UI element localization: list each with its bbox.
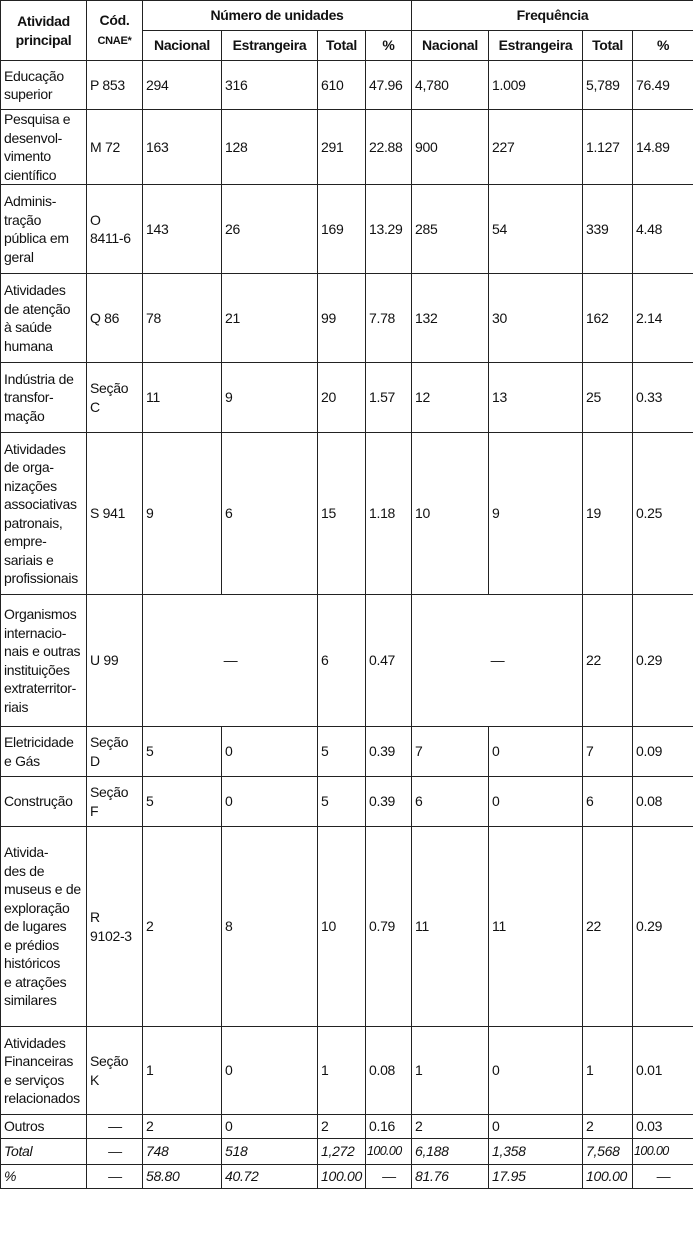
freq-total-cell: 339 — [583, 185, 633, 274]
subheader: Nacional — [412, 31, 489, 61]
freq-pct-cell: 0.29 — [633, 827, 693, 1027]
summary-cell: 100.00 — [633, 1139, 693, 1165]
units-foreign-cell: 128 — [222, 110, 318, 185]
activity-line: de atenção — [4, 300, 71, 317]
activity-line: Atividades — [4, 282, 66, 298]
cnae-code-cell — [87, 727, 143, 777]
units-foreign-cell: 6 — [222, 433, 318, 595]
cnae-code-line: K — [90, 1071, 100, 1088]
units-pct-cell: 1.18 — [366, 433, 412, 595]
header-activity-line: Atividad — [17, 13, 70, 29]
units-total-cell: 169 — [318, 185, 366, 274]
summary-label: % — [1, 1165, 87, 1189]
cnae-code-line: Seção — [90, 784, 129, 800]
summary-cell: 6,188 — [412, 1139, 489, 1165]
activity-line: nais e outras — [4, 643, 81, 659]
freq-foreign-cell: 0 — [489, 727, 583, 777]
freq-foreign-cell: 30 — [489, 274, 583, 363]
activity-line: Financeiras — [4, 1053, 74, 1069]
activity-line: Indústria de — [4, 370, 74, 387]
table-row — [1, 110, 693, 185]
cnae-code-cell — [87, 110, 143, 185]
freq-foreign-cell: 11 — [489, 827, 583, 1027]
freq-national-cell: 11 — [412, 827, 489, 1027]
freq-pct-cell: 2.14 — [633, 274, 693, 363]
activity-line: Outros — [4, 1118, 45, 1135]
cnae-code-cell — [87, 1027, 143, 1115]
activity-cell — [1, 827, 87, 1027]
activity-line: de lugares — [4, 918, 67, 935]
activity-line: pública em — [4, 230, 69, 246]
freq-pct-cell: 0.33 — [633, 363, 693, 433]
units-pct-cell: 1.57 — [366, 363, 412, 433]
activity-line: profissionais — [4, 570, 78, 586]
freq-pct-cell: 0.25 — [633, 433, 693, 595]
freq-pct-cell: 14.89 — [633, 110, 693, 185]
units-foreign-cell: 26 — [222, 185, 318, 274]
units-pct-cell: 0.39 — [366, 727, 412, 777]
activity-line: e Gás — [4, 752, 40, 769]
activity-line: mação — [4, 407, 45, 424]
units-national-cell: 294 — [143, 61, 222, 110]
summary-cell: 58.80 — [143, 1165, 222, 1189]
freq-total-cell: 22 — [583, 827, 633, 1027]
freq-foreign-cell: 54 — [489, 185, 583, 274]
summary-cell: 100.00 — [318, 1165, 366, 1189]
activity-line: internacio- — [4, 624, 67, 641]
header-group-frequency: Frequência — [412, 1, 693, 31]
subheader: Estrangeira — [489, 31, 583, 61]
activity-line: geral — [4, 248, 34, 265]
freq-foreign-cell: 1.009 — [489, 61, 583, 110]
activity-cell — [1, 433, 87, 595]
units-pct-cell: 0.16 — [366, 1115, 412, 1139]
activity-cell — [1, 1027, 87, 1115]
units-total-cell: 10 — [318, 827, 366, 1027]
freq-national-cell: 1 — [412, 1027, 489, 1115]
cnae-code-cell — [87, 1115, 143, 1139]
freq-national-cell: 900 — [412, 110, 489, 185]
activity-line: e atrações — [4, 973, 67, 990]
freq-total-cell: 25 — [583, 363, 633, 433]
freq-total-cell: 5,789 — [583, 61, 633, 110]
units-pct-cell: 0.79 — [366, 827, 412, 1027]
units-total-cell: 15 — [318, 433, 366, 595]
cnae-code-line: C — [90, 398, 100, 415]
cnae-code-cell — [87, 274, 143, 363]
freq-national-cell: 6 — [412, 777, 489, 827]
activity-cell — [1, 777, 87, 827]
units-pct-cell: 7.78 — [366, 274, 412, 363]
freq-total-cell: 22 — [583, 595, 633, 727]
units-foreign-cell: 0 — [222, 727, 318, 777]
freq-pct-cell: 0.01 — [633, 1027, 693, 1115]
freq-total-cell: 6 — [583, 777, 633, 827]
activity-line: museus e de — [4, 881, 81, 898]
subheader: Estrangeira — [222, 31, 318, 61]
summary-cell: 100.00 — [366, 1139, 412, 1165]
units-pct-cell: 13.29 — [366, 185, 412, 274]
freq-national-cell: 12 — [412, 363, 489, 433]
units-foreign-cell: 0 — [222, 777, 318, 827]
freq-foreign-cell: 0 — [489, 777, 583, 827]
units-total-cell: 6 — [318, 595, 366, 727]
subheader: % — [633, 31, 693, 61]
activity-cell — [1, 185, 87, 274]
freq-pct-cell: 0.03 — [633, 1115, 693, 1139]
cnae-code-cell — [87, 61, 143, 110]
activity-line: transfor- — [4, 389, 54, 406]
activity-line: históricos — [4, 955, 61, 972]
activity-line: Atividades — [4, 440, 66, 457]
units-pct-cell: 0.47 — [366, 595, 412, 727]
activity-line: patronais, — [4, 514, 63, 531]
table-row — [1, 433, 693, 595]
total-row — [1, 1139, 693, 1165]
summary-cell: 1,272 — [318, 1139, 366, 1165]
units-national-cell: 9 — [143, 433, 222, 595]
activity-line: vimento — [4, 148, 51, 164]
activity-line: Atividades — [4, 1034, 66, 1051]
cnae-code-line: Seção — [90, 734, 129, 750]
summary-cell: 17.95 — [489, 1165, 583, 1189]
freq-total-cell: 7 — [583, 727, 633, 777]
units-total-cell: 1 — [318, 1027, 366, 1115]
header-group-units: Número de unidades — [143, 1, 412, 31]
cnae-code-cell — [87, 595, 143, 727]
cnae-code-line: Seção — [90, 1053, 129, 1069]
summary-cell: 81.76 — [412, 1165, 489, 1189]
merged-dash-cell: — — [412, 595, 583, 727]
subheader: % — [366, 31, 412, 61]
activity-line: Organismos — [4, 606, 77, 622]
cnae-code-line: F — [90, 802, 99, 819]
units-foreign-cell: 9 — [222, 363, 318, 433]
table-row — [1, 274, 693, 363]
freq-national-cell: 7 — [412, 727, 489, 777]
units-total-cell: 610 — [318, 61, 366, 110]
activity-line: superior — [4, 86, 53, 102]
summary-cell: 748 — [143, 1139, 222, 1165]
freq-foreign-cell: 0 — [489, 1027, 583, 1115]
units-total-cell: 99 — [318, 274, 366, 363]
freq-national-cell: 4,780 — [412, 61, 489, 110]
cnae-code-cell — [87, 363, 143, 433]
freq-pct-cell: 0.08 — [633, 777, 693, 827]
activity-cell — [1, 110, 87, 185]
activity-line: Ativida- — [4, 844, 49, 861]
units-national-cell: 78 — [143, 274, 222, 363]
summary-cell: 7,568 — [583, 1139, 633, 1165]
units-national-cell: 163 — [143, 110, 222, 185]
units-national-cell: 5 — [143, 777, 222, 827]
activity-line: Educação — [4, 67, 64, 84]
activity-line: de orga- — [4, 459, 54, 475]
activity-line: exploração — [4, 899, 70, 916]
freq-foreign-cell: 9 — [489, 433, 583, 595]
subheader: Total — [583, 31, 633, 61]
units-national-cell: 143 — [143, 185, 222, 274]
freq-pct-cell: 0.09 — [633, 727, 693, 777]
subheader: Nacional — [143, 31, 222, 61]
units-national-cell: 1 — [143, 1027, 222, 1115]
freq-total-cell: 1 — [583, 1027, 633, 1115]
activity-line: Eletricidade — [4, 734, 74, 750]
table-row — [1, 1115, 693, 1139]
header-activity — [1, 1, 87, 61]
units-total-cell: 5 — [318, 777, 366, 827]
activity-cell — [1, 595, 87, 727]
header-code-sub: CNAE* — [97, 34, 132, 47]
activity-cell — [1, 61, 87, 110]
freq-pct-cell: 76.49 — [633, 61, 693, 110]
summary-cell: — — [366, 1165, 412, 1189]
activity-line: similares — [4, 992, 57, 1009]
activity-line: tração — [4, 211, 42, 228]
cnae-code-line: Seção — [90, 380, 129, 396]
freq-national-cell: 10 — [412, 433, 489, 595]
units-pct-cell: 22.88 — [366, 110, 412, 185]
activity-line: nizações — [4, 477, 57, 494]
activity-line: científico — [4, 166, 57, 183]
cnae-code-line: P 853 — [90, 76, 125, 93]
units-foreign-cell: 316 — [222, 61, 318, 110]
summary-cell: 100.00 — [583, 1165, 633, 1189]
cnae-code-cell — [87, 185, 143, 274]
cnae-code-cell — [87, 433, 143, 595]
freq-national-cell: 132 — [412, 274, 489, 363]
cnae-code-line: R — [90, 909, 100, 925]
activity-line: empre- — [4, 533, 47, 549]
summary-cell: 40.72 — [222, 1165, 318, 1189]
units-foreign-cell: 21 — [222, 274, 318, 363]
activity-line: à saúde — [4, 319, 52, 335]
activity-line: humana — [4, 337, 53, 354]
activity-cell — [1, 727, 87, 777]
percent-row — [1, 1165, 693, 1189]
activity-line: extraterritor- — [4, 680, 77, 696]
cnae-code-line: M 72 — [90, 138, 120, 155]
table-row — [1, 827, 693, 1027]
cnae-code-line: 8411-6 — [90, 230, 131, 246]
cnae-code-line: U 99 — [90, 652, 119, 669]
activity-line: e serviços — [4, 1071, 65, 1088]
units-total-cell: 2 — [318, 1115, 366, 1139]
cnae-code-cell — [87, 777, 143, 827]
freq-total-cell: 19 — [583, 433, 633, 595]
cnae-code-cell — [87, 827, 143, 1027]
freq-foreign-cell: 227 — [489, 110, 583, 185]
activity-line: desenvol- — [4, 129, 63, 146]
units-foreign-cell: 0 — [222, 1027, 318, 1115]
merged-dash-cell: — — [143, 595, 318, 727]
subheader: Total — [318, 31, 366, 61]
table-row — [1, 363, 693, 433]
summary-cell: — — [633, 1165, 693, 1189]
activity-line: associativas — [4, 496, 77, 512]
header-code — [87, 1, 143, 61]
units-pct-cell: 47.96 — [366, 61, 412, 110]
units-national-cell: 5 — [143, 727, 222, 777]
units-national-cell: 2 — [143, 1115, 222, 1139]
header-code-label: Cód. — [99, 12, 130, 28]
cnae-code-line: D — [90, 752, 100, 769]
activity-line: sariais e — [4, 551, 54, 568]
summary-code: — — [87, 1139, 143, 1165]
activity-line: des de — [4, 862, 45, 879]
summary-code: — — [87, 1165, 143, 1189]
table-row — [1, 61, 693, 110]
freq-total-cell: 2 — [583, 1115, 633, 1139]
activity-line: e prédios — [4, 936, 59, 953]
freq-foreign-cell: 0 — [489, 1115, 583, 1139]
units-pct-cell: 0.08 — [366, 1027, 412, 1115]
cnae-code-line: — — [108, 1118, 122, 1135]
activity-line: riais — [4, 698, 29, 715]
table-row — [1, 777, 693, 827]
units-total-cell: 5 — [318, 727, 366, 777]
units-pct-cell: 0.39 — [366, 777, 412, 827]
freq-foreign-cell: 13 — [489, 363, 583, 433]
freq-national-cell: 285 — [412, 185, 489, 274]
freq-pct-cell: 4.48 — [633, 185, 693, 274]
activity-line: Construção — [4, 793, 73, 810]
table-row — [1, 727, 693, 777]
activity-cell — [1, 274, 87, 363]
freq-national-cell: 2 — [412, 1115, 489, 1139]
units-total-cell: 20 — [318, 363, 366, 433]
freq-total-cell: 162 — [583, 274, 633, 363]
cnae-code-line: Q 86 — [90, 309, 120, 326]
activity-line: instituições — [4, 661, 70, 678]
summary-label: Total — [1, 1139, 87, 1165]
activity-line: relacionados — [4, 1090, 80, 1106]
cnae-code-line: S 941 — [90, 505, 126, 522]
activity-line: Adminis- — [4, 193, 57, 209]
units-foreign-cell: 8 — [222, 827, 318, 1027]
table-row — [1, 185, 693, 274]
header-activity-line: principal — [15, 31, 72, 48]
activity-cell — [1, 1115, 87, 1139]
summary-cell: 518 — [222, 1139, 318, 1165]
units-foreign-cell: 0 — [222, 1115, 318, 1139]
units-national-cell: 2 — [143, 827, 222, 1027]
activity-line: Pesquisa e — [4, 111, 71, 127]
activity-cell — [1, 363, 87, 433]
units-total-cell: 291 — [318, 110, 366, 185]
table-row — [1, 595, 693, 727]
freq-total-cell: 1.127 — [583, 110, 633, 185]
freq-pct-cell: 0.29 — [633, 595, 693, 727]
cnae-code-line: O — [90, 211, 101, 228]
table-row — [1, 1027, 693, 1115]
summary-cell: 1,358 — [489, 1139, 583, 1165]
cnae-code-line: 9102-3 — [90, 927, 132, 944]
units-national-cell: 11 — [143, 363, 222, 433]
